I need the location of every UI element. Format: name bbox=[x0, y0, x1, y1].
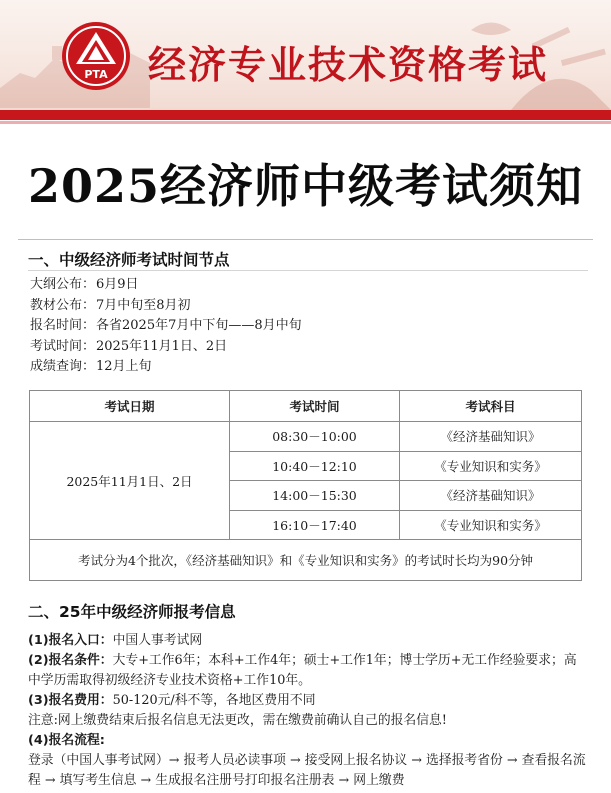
table-header-row bbox=[30, 391, 582, 422]
registration-info bbox=[28, 631, 588, 791]
timeline-item: 大纲公布：6月9日 bbox=[30, 277, 139, 292]
exam-date-cell: 2025年11月1日、2日 bbox=[30, 422, 230, 540]
pta-logo-icon bbox=[60, 20, 132, 92]
table-note-row bbox=[30, 540, 582, 581]
exam-timeline bbox=[30, 275, 302, 378]
exam-time-cell: 14:00－15:30 bbox=[230, 481, 400, 511]
table-header: 考试科目 bbox=[400, 391, 582, 422]
section-1-underline bbox=[28, 270, 588, 271]
info-item-conditions: (2)报名条件：大专+工作6年；本科+工作4年；硕士+工作1年；博士学历+无工作经验要求；高中学历需取得初级经济专业技术资格+工作10年。 bbox=[28, 653, 577, 688]
banner-title: 经济专业技术资格考试 bbox=[148, 43, 549, 87]
timeline-item: 成绩查询：12月上旬 bbox=[30, 359, 152, 374]
table-row bbox=[30, 422, 582, 452]
exam-subject-cell: 《专业知识和实务》 bbox=[400, 451, 582, 481]
banner-red-line bbox=[0, 121, 611, 124]
section-1-title: 一、中级经济师考试时间节点 bbox=[28, 251, 230, 269]
info-item-process-steps: 登录（中国人事考试网）→ 报考人员必读事项 → 接受网上报名协议 → 选择报考省份 → 查看报名流程 → 填写考生信息 → 生成报名注册号打印报名注册表 → 网上缴费 bbox=[28, 753, 586, 788]
table-header: 考试日期 bbox=[30, 391, 230, 422]
info-item-fee: (3)报名费用：50-120元/科不等，各地区费用不同 bbox=[28, 693, 316, 708]
table-header: 考试时间 bbox=[230, 391, 400, 422]
exam-subject-cell: 《专业知识和实务》 bbox=[400, 510, 582, 540]
timeline-item: 教材公布：7月中旬至8月初 bbox=[30, 297, 191, 313]
timeline-item: 考试时间：2025年11月1日、2日 bbox=[30, 338, 228, 354]
exam-subject-cell: 《经济基础知识》 bbox=[400, 481, 582, 511]
exam-time-cell: 08:30－10:00 bbox=[230, 422, 400, 452]
table-note: 考试分为4个批次，《经济基础知识》和《专业知识和实务》的考试时长均为90分钟 bbox=[30, 540, 582, 581]
exam-time-cell: 16:10－17:40 bbox=[230, 510, 400, 540]
section-2-title: 二、25年中级经济师报考信息 bbox=[28, 603, 236, 621]
divider bbox=[18, 239, 593, 240]
exam-time-cell: 10:40－12:10 bbox=[230, 451, 400, 481]
info-item-entry: (1)报名入口：中国人事考试网 bbox=[28, 633, 203, 648]
svg-text:PTA: PTA bbox=[84, 68, 108, 81]
header-banner bbox=[0, 0, 611, 118]
banner-red-stripe bbox=[0, 110, 611, 120]
page-title: 2025经济师中级考试须知 bbox=[27, 159, 584, 213]
exam-schedule-table bbox=[29, 390, 582, 581]
exam-subject-cell: 《经济基础知识》 bbox=[400, 422, 582, 452]
info-item-process-label: (4)报名流程: bbox=[28, 733, 105, 748]
timeline-item: 报名时间：各省2025年7月中下旬——8月中旬 bbox=[30, 318, 302, 333]
info-item-notice: 注意:网上缴费结束后报名信息无法更改，需在缴费前确认自己的报名信息! bbox=[28, 713, 447, 728]
